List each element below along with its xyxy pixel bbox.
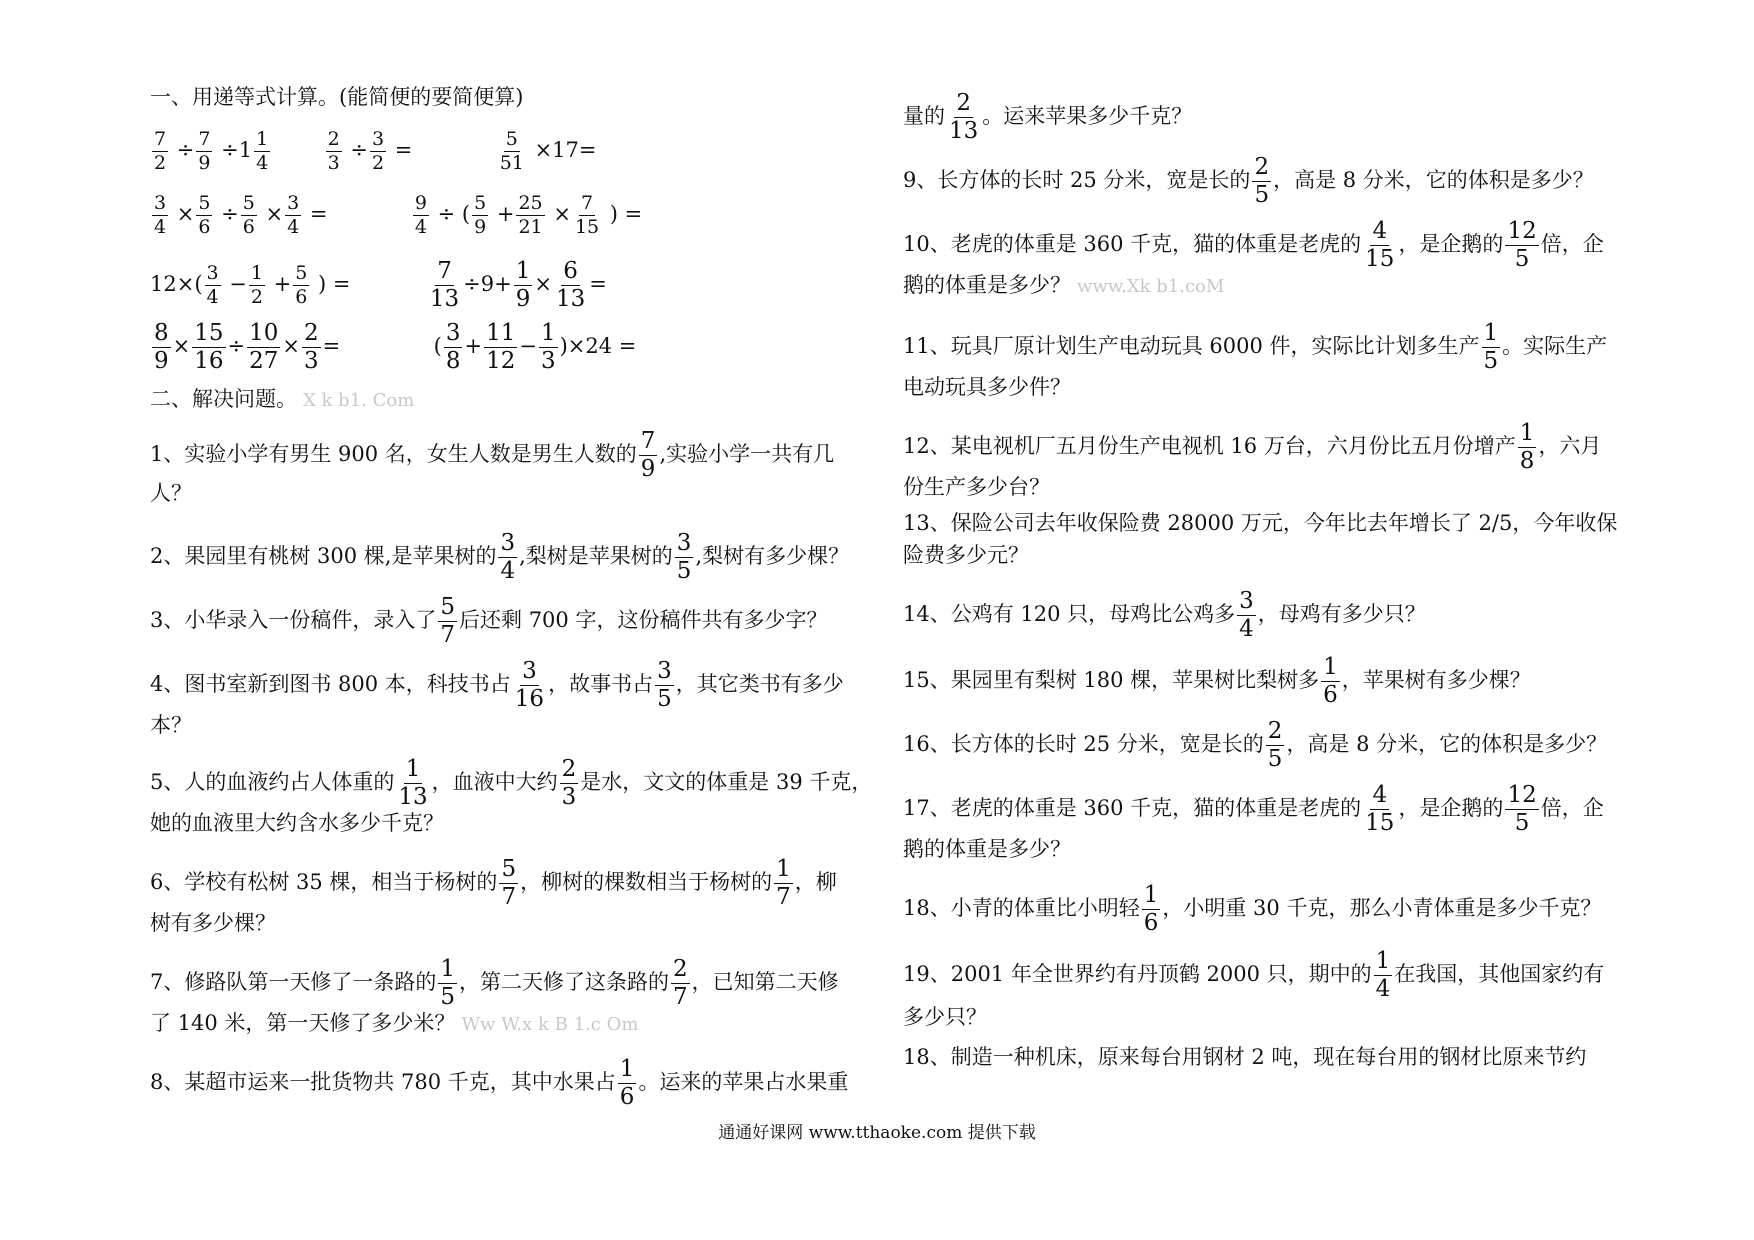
fraction: $\frac{2}{7}$ (673, 956, 688, 1010)
fraction: $\frac{5}{6}$ (295, 262, 308, 308)
fraction: $\frac{3}{5}$ (657, 658, 672, 712)
fraction: $\frac{1}{6}$ (1143, 882, 1159, 936)
section2-title: 二、解决问题。 X k b1. Com (150, 387, 415, 411)
question-7: 7、修路队第一天修了一条路的 $\frac{1}{5}$ ，第二天修了这条路的 $\frac{2}{7}$ ，已知第二天修 (150, 956, 839, 1010)
fraction: $\frac{1}{13}$ (398, 756, 428, 810)
fraction: $\frac{8}{9}$ (154, 320, 169, 374)
fraction: $\frac{5}{7}$ (501, 856, 517, 910)
fraction: $\frac{7}{9}$ (640, 428, 656, 482)
fraction: $\frac{1}{3}$ (540, 320, 556, 374)
fraction: $\frac{5}{7}$ (440, 594, 456, 648)
question-13: 13、保险公司去年收保险费 28000 万元，今年比去年增长了 2/5，今年收保 (903, 511, 1618, 535)
question-8-continued: 量的 $\frac{2}{13}$ 。运来苹果多少千克？ (903, 90, 1193, 144)
fraction: $\frac{6}{13}$ (555, 258, 586, 312)
fraction: $\frac{5}{6}$ (198, 192, 211, 238)
fraction: $\frac{2}{13}$ (949, 90, 979, 144)
fraction: $\frac{11}{12}$ (486, 320, 516, 374)
fraction: $\frac{3}{4}$ (154, 192, 167, 238)
fraction: $\frac{12}{5}$ (1507, 218, 1537, 272)
fraction: $\frac{12}{5}$ (1507, 782, 1537, 836)
watermark: Ww W.x k B 1.c Om (461, 1014, 639, 1035)
fraction: $\frac{5}{6}$ (242, 192, 255, 238)
fraction: $\frac{1}{4}$ (1375, 948, 1391, 1002)
fraction: $\frac{1}{4}$ (256, 128, 269, 174)
question-8: 8、某超市运来一批货物共 780 千克，其中水果占 $\frac{1}{6}$ 。运来的苹果占水果重 (150, 1056, 849, 1110)
fraction: $\frac{2}{3}$ (304, 320, 319, 374)
question-5: 5、人的血液约占人体重的 $\frac{1}{13}$ ，血液中大约 $\frac{2}{3}$ 是水，文文的体重是 39 千克， (150, 756, 873, 810)
expression-row-1: $\frac{7}{2}$ ÷ $\frac{7}{9}$ ÷1 $\frac{1}{4}$ $\frac{2}{3}$ ÷ $\frac{3}{2}$ = $\frac{5}{51}$ ×17= (154, 128, 597, 174)
question-1: 1、实验小学有男生 900 名，女生人数是男生人数的 $\frac{7}{9}$ ,实验小学一共有几 (150, 428, 835, 482)
fraction: $\frac{1}{9}$ (515, 258, 531, 312)
fraction: $\frac{2}{5}$ (1267, 718, 1283, 772)
question-3: 3、小华录入一份稿件，录入了 $\frac{5}{7}$ 后还剩 700 字，这份稿件共有多少字？ (150, 594, 828, 648)
fraction: $\frac{7}{15}$ (574, 192, 600, 238)
fraction: $\frac{3}{2}$ (371, 128, 385, 174)
question-19: 19、2001 年全世界约有丹顶鹤 2000 只，期中的 $\frac{1}{4}$ 在我国，其他国家约有 (903, 948, 1605, 1002)
fraction: $\frac{1}{7}$ (776, 856, 791, 910)
fraction: $\frac{2}{3}$ (561, 756, 577, 810)
watermark: X k b1. Com (303, 390, 415, 411)
fraction: $\frac{3}{5}$ (676, 530, 692, 584)
fraction: $\frac{3}{4}$ (206, 262, 219, 308)
footer: 通通好课网 www.tthaoke.com 提供下载 (718, 1123, 1036, 1143)
question-10: 10、老虎的体重是 360 千克，猫的体重是老虎的 $\frac{4}{15}$ ，是企鹅的 $\frac{12}{5}$ 倍，企 (903, 218, 1604, 272)
fraction: $\frac{7}{9}$ (198, 128, 211, 174)
fraction: $\frac{5}{51}$ (499, 128, 524, 174)
section1-title: 一、用递等式计算。(能简便的要简便算) (150, 85, 524, 109)
fraction: $\frac{25}{21}$ (518, 192, 543, 238)
fraction: $\frac{7}{13}$ (429, 258, 460, 312)
fraction: $\frac{2}{3}$ (327, 128, 340, 174)
question-17: 17、老虎的体重是 360 千克，猫的体重是老虎的 $\frac{4}{15}$ ，是企鹅的 $\frac{12}{5}$ 倍，企 (903, 782, 1604, 836)
question-4: 4、图书室新到图书 800 本，科技书占 $\frac{3}{16}$ ，故事书占 $\frac{3}{5}$ ，其它类书有多少 (150, 658, 844, 712)
expression-row-2: $\frac{3}{4}$ × $\frac{5}{6}$ ÷ $\frac{5}{6}$ × $\frac{3}{4}$ = $\frac{9}{4}$ ÷ ( $\frac{5}{9}$ + $\frac{25}{21}$ × $\frac{7}{15}$ ) = (154, 192, 643, 238)
fraction: $\frac{1}{6}$ (1323, 654, 1338, 708)
fraction: $\frac{7}{2}$ (154, 128, 167, 174)
fraction: $\frac{3}{4}$ (500, 530, 516, 584)
fraction: $\frac{3}{4}$ (287, 192, 300, 238)
question-16: 16、长方体的长时 25 分米，宽是长的 $\frac{2}{5}$ ，高是 8 分米，它的体积是多少？ (903, 718, 1608, 772)
question-9: 9、长方体的长时 25 分米，宽是长的 $\frac{2}{5}$ ，高是 8 分米，它的体积是多少？ (903, 154, 1594, 208)
fraction: $\frac{3}{4}$ (1239, 588, 1254, 642)
question-14: 14、公鸡有 120 只，母鸡比公鸡多 $\frac{3}{4}$ ，母鸡有多少只？ (903, 588, 1426, 642)
fraction: $\frac{1}{5}$ (440, 956, 456, 1010)
fraction: $\frac{1}{5}$ (1483, 320, 1499, 374)
question-2: 2、果园里有桃树 300 棵,是苹果树的 $\frac{3}{4}$ ,梨树是苹果树的 $\frac{3}{5}$ ,梨树有多少棵？ (150, 530, 850, 584)
fraction: $\frac{9}{4}$ (414, 192, 427, 238)
question-12: 12、某电视机厂五月份生产电视机 16 万台，六月份比五月份增产 $\frac{1}{8}$ ，六月 (903, 420, 1602, 474)
fraction: $\frac{15}{16}$ (194, 320, 224, 374)
fraction: $\frac{3}{16}$ (514, 658, 545, 712)
question-6: 6、学校有松树 35 棵，相当于杨树的 $\frac{5}{7}$ ，柳树的棵数相当于杨树的 $\frac{1}{7}$ ，柳 (150, 856, 837, 910)
fraction: $\frac{10}{27}$ (249, 320, 279, 374)
question-18: 18、小青的体重比小明轻 $\frac{1}{6}$ ，小明重 30 千克，那么小青体重是多少千克？ (903, 882, 1602, 936)
question-20: 18、制造一种机床，原来每台用钢材 2 吨，现在每台用的钢材比原来节约 (903, 1045, 1587, 1069)
fraction: $\frac{4}{15}$ (1365, 218, 1395, 272)
fraction: $\frac{1}{2}$ (250, 262, 263, 308)
watermark: www.Xk b1.coM (1077, 276, 1225, 297)
fraction: $\frac{5}{9}$ (474, 192, 487, 238)
fraction: $\frac{1}{8}$ (1519, 420, 1535, 474)
fraction: $\frac{3}{8}$ (445, 320, 461, 374)
expression-row-4: $\frac{8}{9}$ × $\frac{15}{16}$ ÷ $\frac{10}{27}$ × $\frac{2}{3}$ = ( $\frac{3}{8}$ + $\frac{11}{12}$ − $\frac{1}{3}$ )×24 = (154, 320, 637, 374)
fraction: $\frac{2}{5}$ (1254, 154, 1270, 208)
fraction: $\frac{1}{6}$ (619, 1056, 635, 1110)
expression-row-3: 12×( $\frac{3}{4}$ − $\frac{1}{2}$ + $\frac{5}{6}$ ) = $\frac{7}{13}$ ÷9+ $\frac{1}{9}$ × $\frac{6}{13}$ = (150, 258, 607, 312)
question-11: 11、玩具厂原计划生产电动玩具 6000 件，实际比计划多生产 $\frac{1}{5}$ 。实际生产 (903, 320, 1608, 374)
fraction: $\frac{4}{15}$ (1365, 782, 1395, 836)
question-15: 15、果园里有梨树 180 棵，苹果树比梨树多 $\frac{1}{6}$ ，苹果树有多少棵？ (903, 654, 1531, 708)
